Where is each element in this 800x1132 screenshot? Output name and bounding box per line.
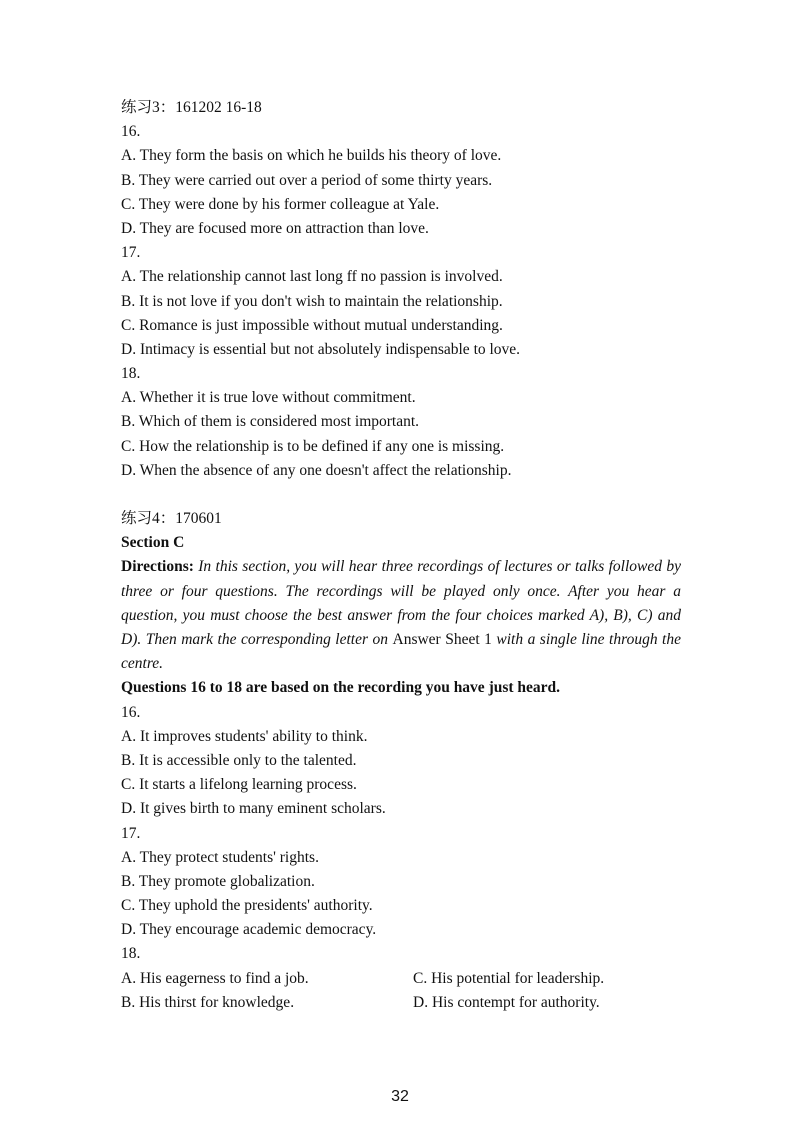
page-number: 32 [391, 1088, 409, 1105]
ex4-q18-row-1 [121, 967, 681, 991]
ex4-q18-row-2 [121, 991, 681, 1015]
directions-text-1: In this section, you will hear three recordings of lectures or talks followed by three or four questions. The recordings will be played only once. After you hear a question, you must choose the best answer from the four choices marked A), B), C) and D). Then mark the corresponding letter on [121, 558, 681, 648]
directions-paragraph [121, 555, 681, 676]
ex3-q16-option-c: C. They were done by his former colleague at Yale. [121, 195, 440, 213]
ex3-q17-option-a: A. The relationship cannot last long ff no passion is involved. [121, 268, 503, 286]
ex3-q17-option-c: C. Romance is just impossible without mutual understanding. [121, 316, 503, 334]
ex4-q16-option-d: D. It gives birth to many eminent scholars. [121, 800, 386, 818]
ex4-q18-option-b: B. His thirst for knowledge. [121, 993, 295, 1011]
ex3-q18-option-c: C. How the relationship is to be defined if any one is missing. [121, 437, 505, 455]
ex3-q16-option-b: B. They were carried out over a period of some thirty years. [121, 171, 493, 189]
ex4-q18-number: 18. [121, 945, 141, 963]
exercise-4-title: 练习4：170601 [121, 510, 222, 527]
ex3-q16-option-a: A. They form the basis on which he builds his theory of love. [121, 147, 502, 165]
directions-label: Directions: [121, 558, 194, 576]
ex3-q17-option-b: B. It is not love if you don't wish to maintain the relationship. [121, 292, 503, 310]
ex3-q18-option-b: B. Which of them is considered most important. [121, 413, 420, 431]
ex3-q17-option-d: D. Intimacy is essential but not absolutely indispensable to love. [121, 340, 521, 358]
ex4-q16-option-c: C. It starts a lifelong learning process. [121, 776, 357, 794]
section-heading: Section C [121, 534, 185, 552]
ex4-q17-option-d: D. They encourage academic democracy. [121, 921, 377, 939]
ex3-q16-option-d: D. They are focused more on attraction than love. [121, 219, 429, 237]
directions-text-2: with a single line through the centre. [121, 630, 681, 673]
ex4-q16-number: 16. [121, 703, 141, 721]
ex3-q18-number: 18. [121, 365, 141, 383]
ex3-q18-option-d: D. When the absence of any one doesn't affect the relationship. [121, 461, 512, 479]
ex4-q16-option-b: B. It is accessible only to the talented. [121, 751, 357, 769]
ex3-q17-number: 17. [121, 244, 141, 262]
exercise-3-title: 练习3：161202 16-18 [121, 99, 262, 116]
ex3-q16-number: 16. [121, 123, 141, 141]
questions-intro: Questions 16 to 18 are based on the recording you have just heard. [121, 679, 561, 697]
ex4-q16-option-a: A. It improves students' ability to think. [121, 727, 368, 745]
ex3-q18-option-a: A. Whether it is true love without commitment. [121, 389, 416, 407]
section-gap [121, 483, 681, 507]
ex4-q17-number: 17. [121, 824, 141, 842]
ex4-q17-option-b: B. They promote globalization. [121, 872, 315, 890]
document-page [121, 96, 681, 1015]
answer-sheet-reference: Answer Sheet 1 [392, 630, 492, 648]
ex4-q17-option-a: A. They protect students' rights. [121, 848, 319, 866]
ex4-q18-option-c: C. His potential for leadership. [413, 969, 605, 987]
ex4-q18-option-d: D. His contempt for authority. [413, 993, 600, 1011]
ex4-q17-option-c: C. They uphold the presidents' authority. [121, 897, 373, 915]
ex4-q18-option-a: A. His eagerness to find a job. [121, 969, 309, 987]
